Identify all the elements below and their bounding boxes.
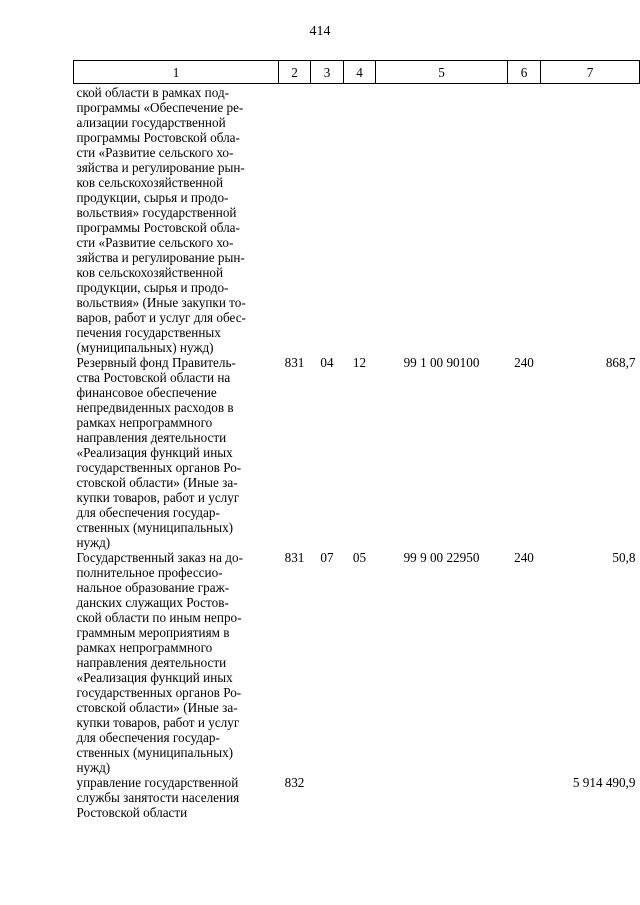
column-header: 1 bbox=[74, 61, 279, 84]
expense-type-code bbox=[508, 775, 541, 820]
table-row bbox=[74, 84, 640, 356]
column-header: 6 bbox=[508, 61, 541, 84]
page-number: 414 bbox=[309, 24, 331, 39]
column-header: 5 bbox=[376, 61, 508, 84]
expense-type-code: 240 bbox=[514, 355, 534, 370]
column-header: 2 bbox=[279, 61, 311, 84]
subsection-code bbox=[344, 84, 376, 356]
subsection-code: 12 bbox=[352, 355, 367, 370]
table-header-row bbox=[74, 61, 640, 84]
row-description: ской области в рамках под- программы «Обеспечение ре- ализации государственной программы Ростовской обла- сти «Развитие сельского хо- зяйства и регулирование рын- ков сельскохозяйственной продукции, сырья и продо- вольствия» государственной программы Ростовской обла- сти «Развитие сельского хо- зяйства и регулирование рын- ков сельскохозяйственной продукции, сырья и продо- вольствия» (Иные закупки то- варов, работ и услуг для обес- печения государственных (муниципальных) нужд) bbox=[76, 85, 246, 355]
budget-table bbox=[73, 60, 640, 820]
row-description: управление государственной службы занятости населения Ростовской области bbox=[76, 775, 240, 820]
ministry-code bbox=[279, 84, 311, 356]
subsection-code bbox=[344, 775, 376, 820]
expense-type-code: 240 bbox=[514, 550, 534, 565]
table-row bbox=[74, 355, 640, 550]
target-code: 99 1 00 90100 bbox=[403, 355, 480, 370]
row-description: Резервный фонд Правитель- ства Ростовской области на финансовое обеспечение непредвиденных расходов в рамках непрограммного направления деятельности «Реализация функций иных государственных органов Ро- стовской области» (Иные за- купки товаров, работ и услуг для обеспечения государ- ственных (муниципальных) нужд) bbox=[76, 355, 242, 550]
column-header: 7 bbox=[541, 61, 640, 84]
amount-value: 50,8 bbox=[612, 550, 636, 565]
ministry-code: 831 bbox=[284, 550, 305, 565]
amount-value: 868,7 bbox=[605, 355, 636, 370]
amount-value: 5 914 490,9 bbox=[572, 775, 636, 790]
section-code: 07 bbox=[320, 550, 334, 565]
target-code bbox=[376, 775, 508, 820]
section-code bbox=[311, 84, 344, 356]
section-code bbox=[311, 775, 344, 820]
table-row bbox=[74, 775, 640, 820]
target-code: 99 9 00 22950 bbox=[403, 550, 480, 565]
table-row bbox=[74, 550, 640, 775]
column-header: 4 bbox=[344, 61, 376, 84]
target-code bbox=[376, 84, 508, 356]
section-code: 04 bbox=[320, 355, 334, 370]
ministry-code: 832 bbox=[284, 775, 305, 790]
expense-type-code bbox=[508, 84, 541, 356]
row-description: Государственный заказ на до- полнительное профессио- нальное образование граж- данских служащих Ростов- ской области по иным непро- граммным мероприятиям в рамках непрограммного направления деятельности «Реализация функций иных государственных органов Ро- стовской области» (Иные за- купки товаров, работ и услуг для обеспечения государ- ственных (муниципальных) нужд) bbox=[76, 550, 243, 775]
amount-value bbox=[541, 84, 640, 356]
ministry-code: 831 bbox=[284, 355, 305, 370]
subsection-code: 05 bbox=[352, 550, 367, 565]
column-header: 3 bbox=[311, 61, 344, 84]
